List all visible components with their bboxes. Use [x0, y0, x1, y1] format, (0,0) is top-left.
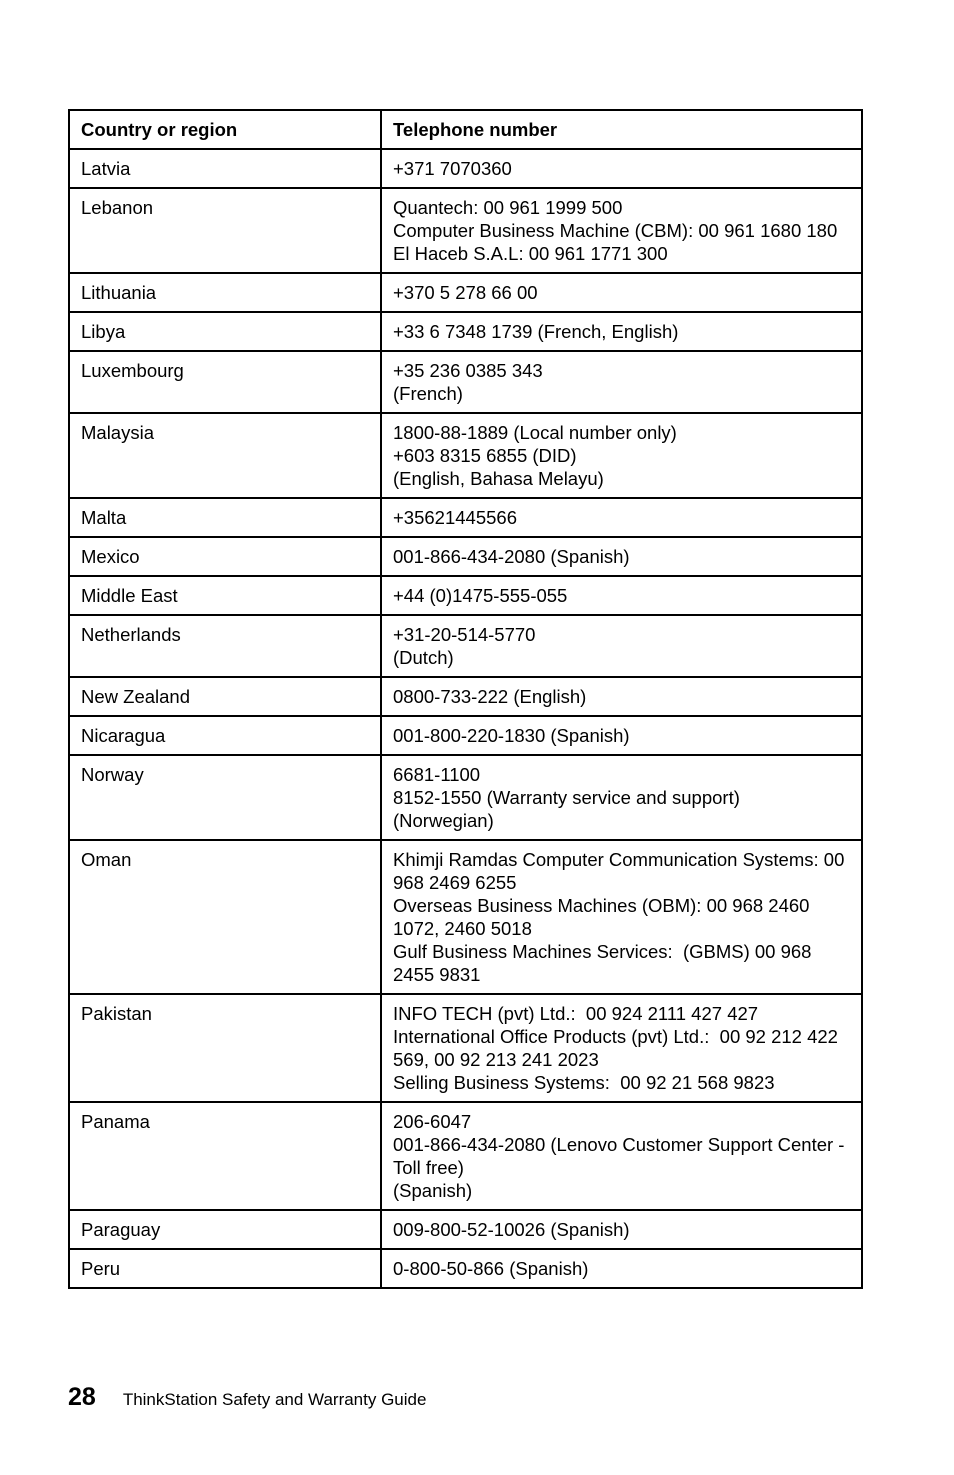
telephone-line: 1800-88-1889 (Local number only) [393, 422, 677, 443]
country-cell: New Zealand [69, 677, 381, 716]
country-cell: Peru [69, 1249, 381, 1288]
telephone-line: (Norwegian) [393, 810, 494, 831]
column-header-country: Country or region [69, 110, 381, 149]
guide-title: ThinkStation Safety and Warranty Guide [122, 1390, 427, 1409]
country-cell: Oman [69, 840, 381, 994]
telephone-line: 001-866-434-2080 (Lenovo Customer Support Center - Toll free) [393, 1134, 850, 1178]
table-row [69, 994, 862, 1102]
page-number: 28 [68, 1383, 96, 1411]
telephone-line: Quantech: 00 961 1999 500 [393, 197, 623, 218]
telephone-line: +31-20-514-5770 [393, 624, 536, 645]
country-cell: Netherlands [69, 615, 381, 677]
country-cell: Pakistan [69, 994, 381, 1102]
table-header-row [69, 110, 862, 149]
table-row [69, 413, 862, 498]
telephone-cell [381, 498, 862, 537]
telephone-cell [381, 615, 862, 677]
telephone-cell [381, 273, 862, 312]
telephone-cell [381, 755, 862, 840]
telephone-cell [381, 576, 862, 615]
telephone-cell [381, 312, 862, 351]
telephone-line: El Haceb S.A.L: 00 961 1771 300 [393, 243, 668, 264]
country-cell: Paraguay [69, 1210, 381, 1249]
telephone-line: Selling Business Systems: 00 92 21 568 9823 [393, 1072, 775, 1093]
telephone-line: (French) [393, 383, 463, 404]
telephone-line: International Office Products (pvt) Ltd.: 00 92 212 422 569, 00 92 213 241 2023 [393, 1026, 844, 1070]
telephone-line: 009-800-52-10026 (Spanish) [393, 1219, 630, 1240]
telephone-cell [381, 413, 862, 498]
country-cell: Nicaragua [69, 716, 381, 755]
country-cell: Libya [69, 312, 381, 351]
telephone-line: INFO TECH (pvt) Ltd.: 00 924 2111 427 427 [393, 1003, 759, 1024]
table-row [69, 188, 862, 273]
telephone-cell [381, 351, 862, 413]
telephone-cell [381, 1249, 862, 1288]
telephone-line: Gulf Business Machines Services: (GBMS) 00 968 2455 9831 [393, 941, 817, 985]
telephone-line: Khimji Ramdas Computer Communication Systems: 00 968 2469 6255 [393, 849, 850, 893]
telephone-line: +370 5 278 66 00 [393, 282, 538, 303]
phone-support-table [68, 109, 863, 1289]
table-row [69, 1210, 862, 1249]
table-row [69, 840, 862, 994]
table-row [69, 1249, 862, 1288]
telephone-line: 0800-733-222 (English) [393, 686, 587, 707]
table-row [69, 615, 862, 677]
telephone-cell [381, 716, 862, 755]
country-cell: Norway [69, 755, 381, 840]
country-cell: Middle East [69, 576, 381, 615]
country-cell: Mexico [69, 537, 381, 576]
table-row [69, 716, 862, 755]
telephone-line: 206-6047 [393, 1111, 472, 1132]
table-row [69, 537, 862, 576]
table-row [69, 576, 862, 615]
country-cell: Malaysia [69, 413, 381, 498]
telephone-line: +35 236 0385 343 [393, 360, 543, 381]
telephone-line: (Dutch) [393, 647, 454, 668]
page-footer [68, 1383, 426, 1415]
telephone-cell [381, 188, 862, 273]
country-cell: Lithuania [69, 273, 381, 312]
telephone-cell [381, 840, 862, 994]
telephone-line: 0-800-50-866 (Spanish) [393, 1258, 589, 1279]
telephone-line: +33 6 7348 1739 (French, English) [393, 321, 679, 342]
telephone-line: +603 8315 6855 (DID) [393, 445, 577, 466]
table-row [69, 312, 862, 351]
country-cell: Latvia [69, 149, 381, 188]
column-header-telephone: Telephone number [381, 110, 862, 149]
table-row [69, 149, 862, 188]
country-cell: Panama [69, 1102, 381, 1210]
telephone-line: 001-800-220-1830 (Spanish) [393, 725, 630, 746]
telephone-line: Computer Business Machine (CBM): 00 961 1680 180 [393, 220, 838, 241]
table-row [69, 677, 862, 716]
telephone-cell [381, 994, 862, 1102]
telephone-cell [381, 1102, 862, 1210]
telephone-cell [381, 677, 862, 716]
telephone-line: 6681-1100 [393, 764, 481, 785]
telephone-line: (Spanish) [393, 1180, 473, 1201]
telephone-cell [381, 149, 862, 188]
table-row [69, 351, 862, 413]
country-cell: Luxembourg [69, 351, 381, 413]
table-row [69, 273, 862, 312]
telephone-line: (English, Bahasa Melayu) [393, 468, 604, 489]
country-cell: Malta [69, 498, 381, 537]
table-row [69, 755, 862, 840]
telephone-line: +35621445566 [393, 507, 517, 528]
table-row [69, 498, 862, 537]
telephone-line: 8152-1550 (Warranty service and support) [393, 787, 740, 808]
telephone-cell [381, 537, 862, 576]
telephone-line: +44 (0)1475-555-055 [393, 585, 568, 606]
telephone-cell [381, 1210, 862, 1249]
telephone-line: +371 7070360 [393, 158, 512, 179]
telephone-line: Overseas Business Machines (OBM): 00 968 2460 1072, 2460 5018 [393, 895, 815, 939]
table-row [69, 1102, 862, 1210]
country-cell: Lebanon [69, 188, 381, 273]
table-body [69, 149, 862, 1288]
telephone-line: 001-866-434-2080 (Spanish) [393, 546, 630, 567]
